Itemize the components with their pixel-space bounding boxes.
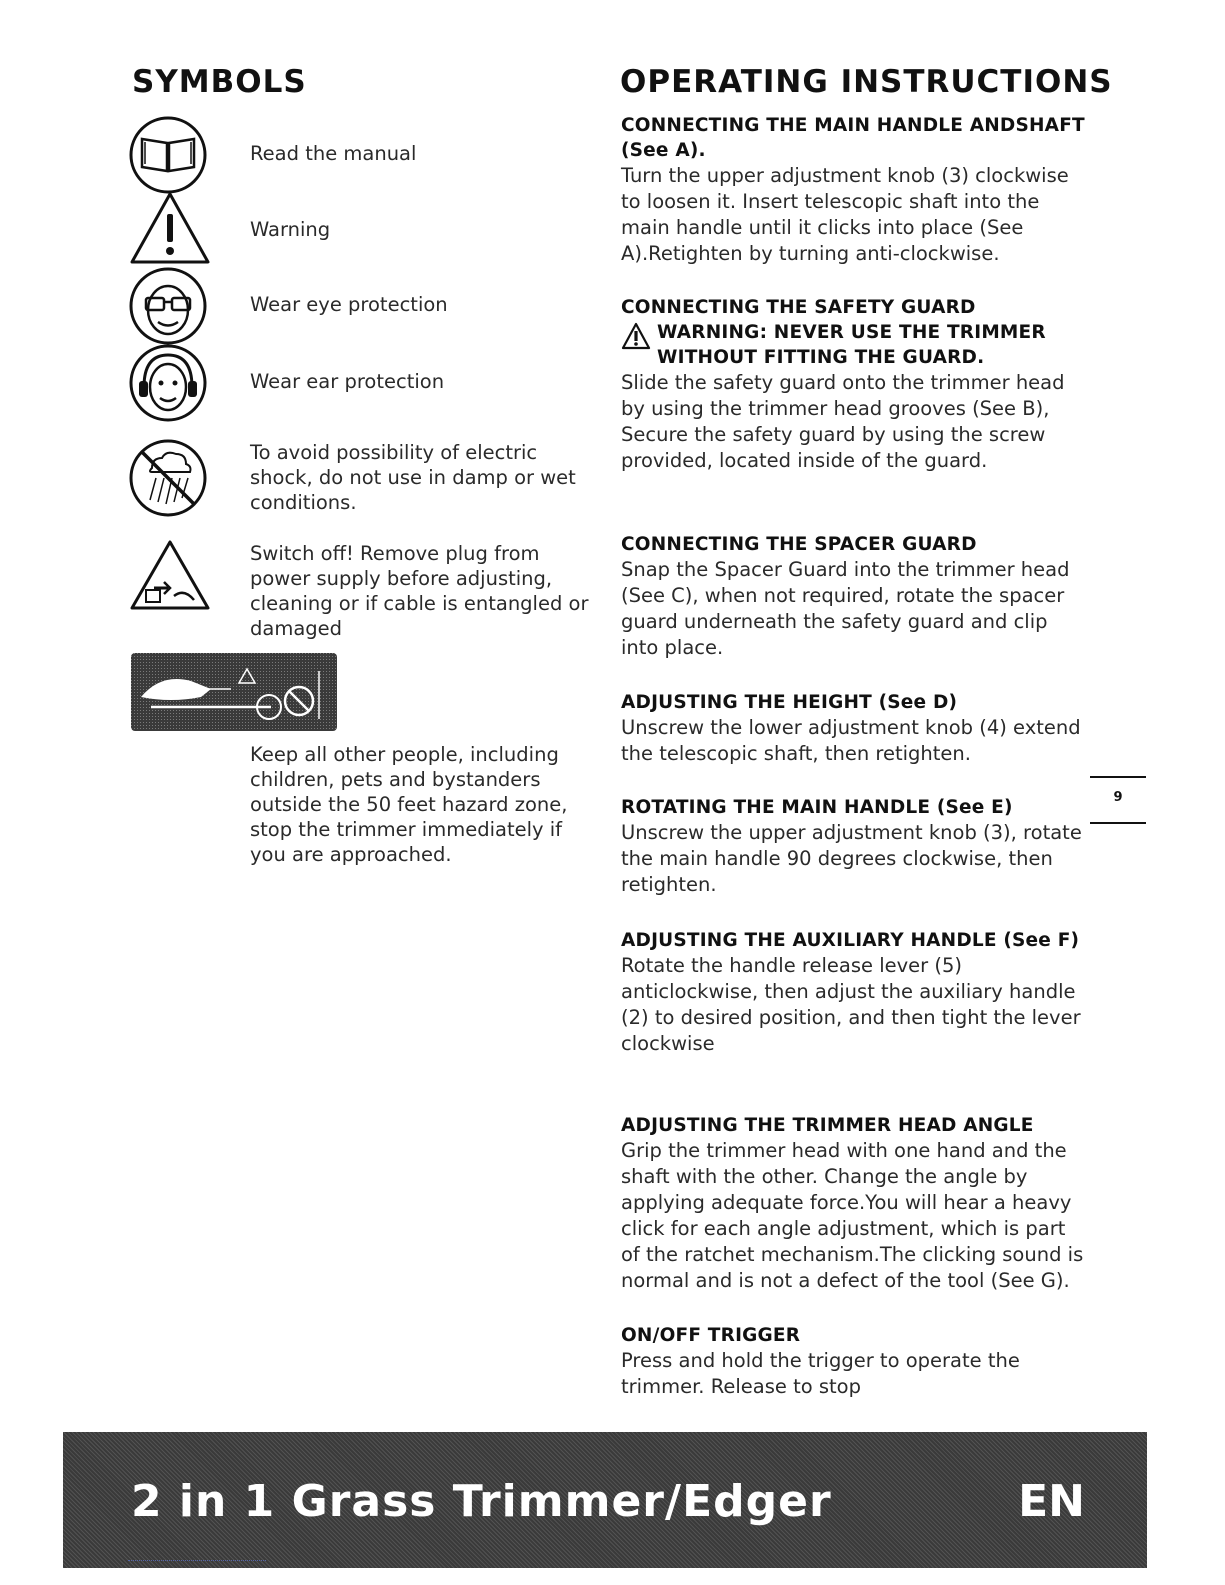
footer-underline	[128, 1560, 266, 1561]
section-title: ON/OFF TRIGGER	[621, 1325, 801, 1346]
section-on-off-trigger	[621, 1323, 1086, 1400]
no-rain-icon	[128, 438, 208, 518]
symbol-text-no-rain: To avoid possibility of electric shock, do not use in damp or wet conditions.	[250, 441, 576, 514]
section-body: Slide the safety guard onto the trimmer head by using the trimmer head grooves (See B), Secure the safety guard by using the screw provided, located inside of the guard.	[621, 371, 1065, 472]
section-body: Unscrew the upper adjustment knob (3), rotate the main handle 90 degrees clockwise, then retighten.	[621, 821, 1082, 896]
section-rotate-main-handle	[621, 795, 1086, 898]
section-body: Press and hold the trigger to operate the trimmer. Release to stop	[621, 1349, 1020, 1398]
section-spacer-guard	[621, 532, 1086, 661]
section-title: ROTATING THE MAIN HANDLE (See E)	[621, 797, 1013, 818]
section-safety-guard	[621, 295, 1086, 474]
symbols-heading: SYMBOLS	[132, 64, 307, 100]
warning-text: WARNING: NEVER USE THE TRIMMER WITHOUT FITTING THE GUARD.	[657, 322, 1046, 368]
hazard-zone-icon	[131, 653, 337, 731]
unplug-warning-icon	[128, 538, 212, 612]
footer-title: 2 in 1 Grass Trimmer/Edger	[131, 1476, 832, 1527]
symbol-text-warning: Warning	[250, 218, 331, 241]
ear-protection-icon	[128, 343, 208, 423]
warning-icon	[128, 190, 212, 266]
symbol-text-read-manual: Read the manual	[250, 142, 417, 165]
symbol-text-ear-protection: Wear ear protection	[250, 370, 445, 393]
section-main-handle-shaft	[621, 113, 1086, 267]
operating-heading: OPERATING INSTRUCTIONS	[620, 64, 1113, 100]
read-manual-icon	[128, 115, 208, 195]
section-title: ADJUSTING THE HEIGHT (See D)	[621, 692, 958, 713]
section-title: ADJUSTING THE AUXILIARY HANDLE (See F)	[621, 930, 1080, 951]
section-body: Rotate the handle release lever (5) anticlockwise, then adjust the auxiliary handle (2) to desired position, and then tight the lever clockwise	[621, 954, 1081, 1055]
section-title: CONNECTING THE SPACER GUARD	[621, 534, 977, 555]
section-auxiliary-handle	[621, 928, 1086, 1057]
section-height	[621, 690, 1086, 767]
section-body: Unscrew the lower adjustment knob (4) extend the telescopic shaft, then retighten.	[621, 716, 1081, 765]
section-trimmer-head-angle	[621, 1113, 1086, 1294]
symbol-text-hazard-zone: Keep all other people, including children, pets and bystanders outside the 50 feet hazard zone, stop the trimmer immediately if you are approached.	[250, 743, 568, 866]
section-body: Turn the upper adjustment knob (3) clockwise to loosen it. Insert telescopic shaft into the main handle until it clicks into place (See A).Retighten by turning anti-clockwise.	[621, 164, 1069, 265]
eye-protection-icon	[128, 266, 208, 346]
section-title: CONNECTING THE MAIN HANDLE ANDSHAFT (See A).	[621, 115, 1085, 161]
footer-banner	[63, 1432, 1147, 1568]
page-number: 9	[1090, 776, 1146, 824]
section-title: CONNECTING THE SAFETY GUARD	[621, 297, 976, 318]
section-body: Grip the trimmer head with one hand and the shaft with the other. Change the angle by applying adequate force.You will hear a heavy click for each angle adjustment, which is part of the ratchet mechanism.The clicking sound is normal and is not a defect of the tool (See G).	[621, 1139, 1084, 1292]
warning-icon	[621, 322, 651, 350]
symbol-text-unplug-warning: Switch off! Remove plug from power supply before adjusting, cleaning or if cable is entangled or damaged	[250, 542, 589, 640]
symbol-text-eye-protection: Wear eye protection	[250, 293, 448, 316]
warning-line	[621, 320, 1086, 370]
section-body: Snap the Spacer Guard into the trimmer head (See C), when not required, rotate the spacer guard underneath the safety guard and clip into place.	[621, 558, 1070, 659]
footer-language: EN	[1018, 1476, 1085, 1527]
section-title: ADJUSTING THE TRIMMER HEAD ANGLE	[621, 1115, 1034, 1136]
